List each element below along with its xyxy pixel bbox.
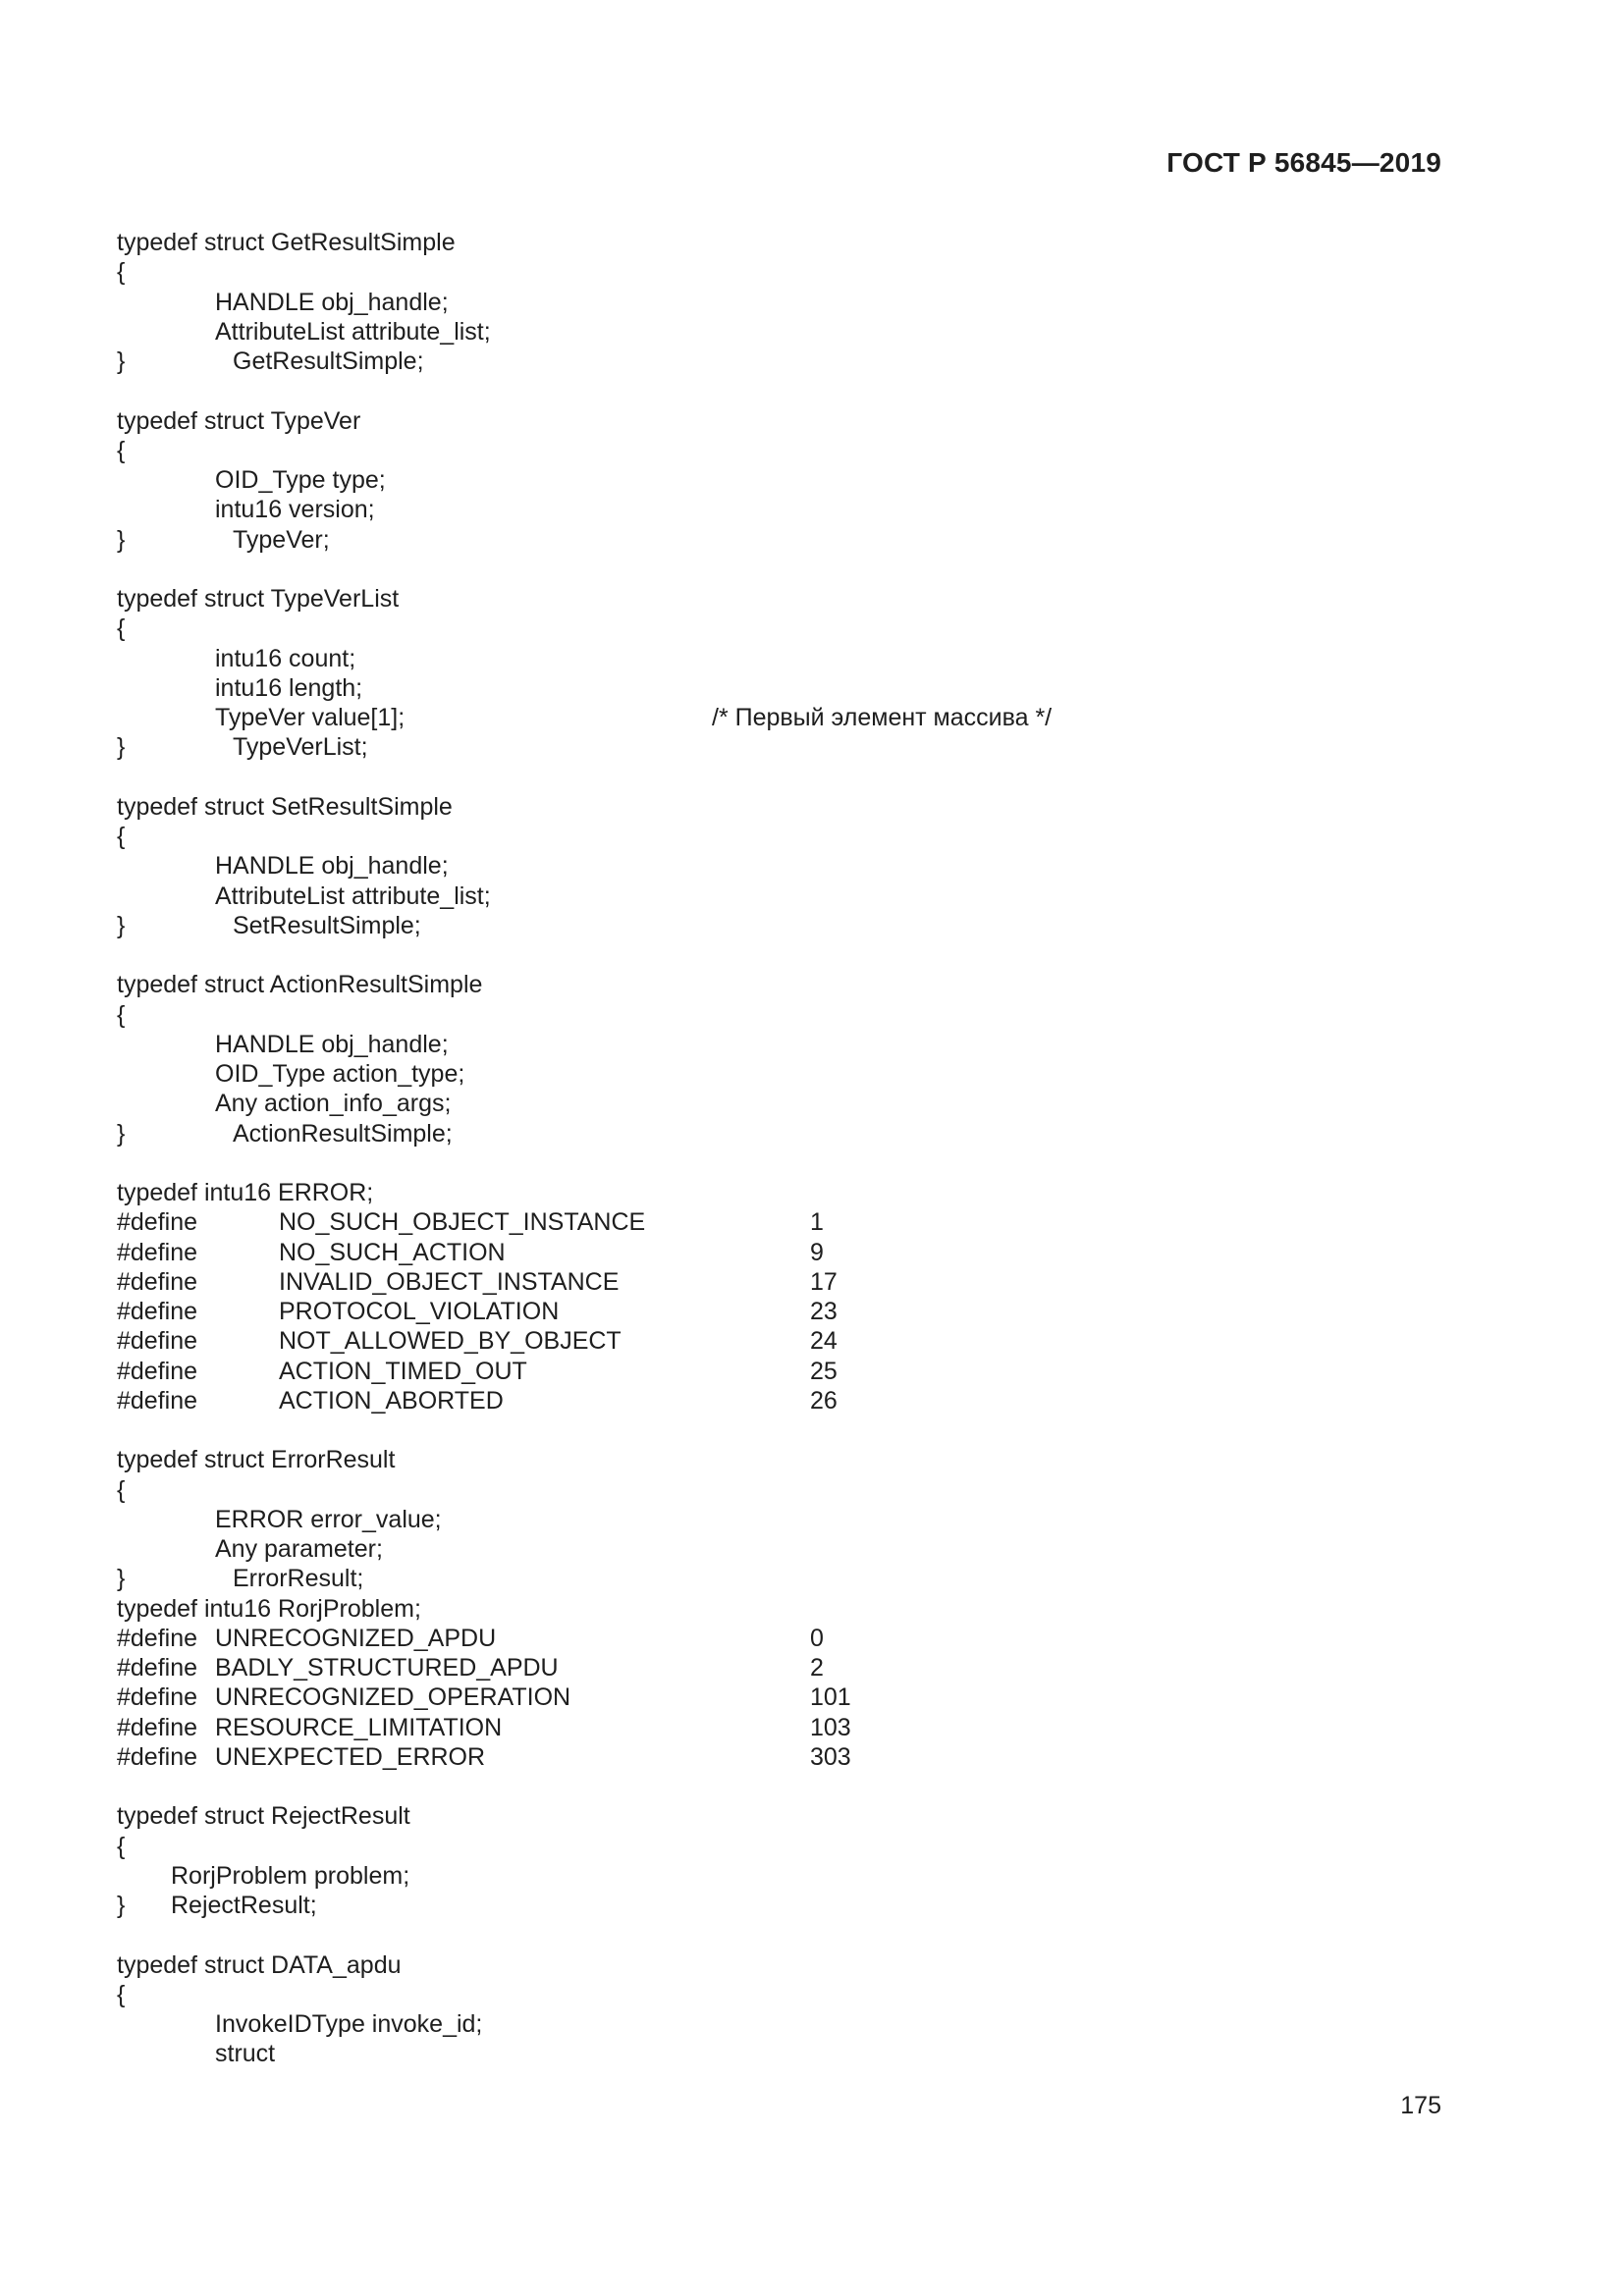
code-line [117, 584, 1393, 614]
blank-line [117, 1920, 1393, 1949]
code-line [117, 317, 1393, 347]
define-row [117, 1713, 1393, 1742]
define-value: 103 [810, 1713, 851, 1741]
struct-name: ErrorResult; [233, 1565, 364, 1593]
code-line [117, 2039, 1393, 2068]
code-line [117, 1030, 1393, 1059]
define-row [117, 1207, 1393, 1237]
define-row [117, 1326, 1393, 1356]
close-brace: } [117, 525, 126, 554]
code-line [117, 911, 1393, 940]
code-line [117, 1980, 1393, 2009]
define-value: 303 [810, 1742, 851, 1771]
define-name: INVALID_OBJECT_INSTANCE [279, 1267, 620, 1296]
code-line [117, 525, 1393, 555]
code-line [117, 1564, 1393, 1593]
typedef-line: typedef struct DATA_apdu [117, 1950, 402, 1979]
struct-field: HANDLE obj_handle; [215, 852, 449, 881]
define-keyword: #define [117, 1683, 198, 1712]
code-line [117, 436, 1393, 465]
define-value: 24 [810, 1327, 838, 1356]
define-keyword: #define [117, 1298, 198, 1325]
code-line [117, 1891, 1393, 1920]
struct-field: OID_Type type; [215, 466, 386, 494]
define-value: 9 [810, 1238, 824, 1266]
blank-line [117, 376, 1393, 405]
define-value: 1 [810, 1208, 824, 1237]
code-line [117, 614, 1393, 643]
struct-field: RorjProblem problem; [171, 1861, 410, 1890]
blank-line [117, 940, 1393, 970]
define-name: PROTOCOL_VIOLATION [279, 1298, 560, 1325]
define-name: NOT_ALLOWED_BY_OBJECT [279, 1327, 622, 1356]
code-line [117, 1119, 1393, 1148]
code-line [117, 495, 1393, 524]
open-brace: { [117, 258, 126, 287]
code-line [117, 228, 1393, 257]
define-keyword: #define [117, 1654, 198, 1682]
define-name: UNRECOGNIZED_APDU [215, 1624, 497, 1652]
blank-line [117, 555, 1393, 584]
code-line [117, 703, 1393, 732]
typedef-line: typedef struct TypeVer [117, 406, 361, 435]
define-row [117, 1653, 1393, 1682]
typedef-line: typedef struct ActionResultSimple [117, 971, 483, 999]
struct-field: AttributeList attribute_list; [215, 317, 491, 346]
define-keyword: #define [117, 1238, 198, 1266]
close-brace: } [117, 1892, 126, 1919]
define-row [117, 1267, 1393, 1297]
typedef-line: typedef struct TypeVerList [117, 585, 400, 613]
code-line [117, 257, 1393, 287]
code-line [117, 406, 1393, 436]
define-name: RESOURCE_LIMITATION [215, 1713, 503, 1741]
struct-field: Any parameter; [215, 1535, 383, 1563]
typedef-line: typedef intu16 ERROR; [117, 1179, 374, 1206]
code-line [117, 1594, 1393, 1624]
code-line [117, 288, 1393, 317]
struct-name: RejectResult; [171, 1892, 317, 1919]
code-line [117, 1059, 1393, 1089]
code-line [117, 851, 1393, 881]
define-row [117, 1682, 1393, 1712]
define-name: ACTION_TIMED_OUT [279, 1357, 527, 1385]
struct-field: Any action_info_args; [215, 1090, 452, 1118]
close-brace: } [117, 911, 126, 939]
struct-field: ERROR error_value; [215, 1505, 442, 1533]
code-line [117, 792, 1393, 822]
open-brace: { [117, 1980, 126, 2008]
struct-field: HANDLE obj_handle; [215, 288, 449, 316]
close-brace: } [117, 733, 126, 762]
define-value: 23 [810, 1298, 838, 1325]
typedef-line: typedef intu16 RorjProblem; [117, 1594, 421, 1623]
standard-header: ГОСТ Р 56845—2019 [1166, 147, 1441, 178]
open-brace: { [117, 1832, 126, 1860]
code-line [117, 465, 1393, 495]
typedef-line: typedef struct SetResultSimple [117, 792, 453, 821]
define-keyword: #define [117, 1208, 198, 1237]
typedef-line: typedef struct RejectResult [117, 1802, 410, 1831]
open-brace: { [117, 1000, 126, 1029]
code-line [117, 673, 1393, 703]
close-brace: } [117, 347, 126, 375]
define-row [117, 1742, 1393, 1772]
define-row [117, 1624, 1393, 1653]
define-keyword: #define [117, 1267, 198, 1296]
code-line [117, 1534, 1393, 1564]
struct-field: AttributeList attribute_list; [215, 881, 491, 910]
define-keyword: #define [117, 1742, 198, 1771]
blank-line [117, 763, 1393, 792]
open-brace: { [117, 614, 126, 643]
struct-field: intu16 length; [215, 673, 363, 702]
define-row [117, 1238, 1393, 1267]
define-value: 101 [810, 1683, 851, 1712]
code-line [117, 644, 1393, 673]
code-line [117, 1089, 1393, 1118]
struct-field: OID_Type action_type; [215, 1060, 465, 1088]
code-line [117, 1832, 1393, 1861]
struct-name: TypeVerList; [233, 733, 368, 762]
define-name: UNRECOGNIZED_OPERATION [215, 1683, 571, 1712]
code-line [117, 822, 1393, 851]
code-listing [117, 228, 1393, 2069]
define-value: 17 [810, 1267, 838, 1296]
typedef-line: typedef struct ErrorResult [117, 1446, 396, 1474]
define-value: 0 [810, 1624, 824, 1652]
code-line [117, 732, 1393, 762]
define-name: NO_SUCH_OBJECT_INSTANCE [279, 1208, 646, 1237]
struct-name: TypeVer; [233, 525, 330, 554]
code-line [117, 1475, 1393, 1505]
page-number: 175 [1400, 2092, 1441, 2119]
blank-line [117, 1415, 1393, 1445]
define-name: NO_SUCH_ACTION [279, 1238, 506, 1266]
struct-field: HANDLE obj_handle; [215, 1030, 449, 1058]
open-brace: { [117, 823, 126, 850]
open-brace: { [117, 1475, 126, 1504]
code-line [117, 1950, 1393, 1980]
define-keyword: #define [117, 1713, 198, 1741]
struct-field: InvokeIDType invoke_id; [215, 2010, 483, 2038]
struct-field: intu16 version; [215, 496, 375, 524]
struct-name: ActionResultSimple; [233, 1119, 453, 1148]
define-keyword: #define [117, 1327, 198, 1356]
blank-line [117, 1148, 1393, 1178]
code-line [117, 1445, 1393, 1474]
code-line [117, 1801, 1393, 1831]
struct-field: TypeVer value[1]; [215, 704, 406, 731]
struct-name: SetResultSimple; [233, 911, 421, 939]
struct-field: intu16 count; [215, 644, 356, 672]
define-keyword: #define [117, 1386, 198, 1415]
code-line [117, 1505, 1393, 1534]
define-value: 26 [810, 1386, 838, 1415]
define-value: 2 [810, 1654, 824, 1682]
struct-field: struct [215, 2040, 276, 2068]
define-name: BADLY_STRUCTURED_APDU [215, 1654, 559, 1682]
open-brace: { [117, 436, 126, 464]
code-line [117, 347, 1393, 376]
close-brace: } [117, 1119, 126, 1148]
define-row [117, 1357, 1393, 1386]
typedef-line: typedef struct GetResultSimple [117, 229, 456, 256]
blank-line [117, 1772, 1393, 1801]
define-row [117, 1386, 1393, 1415]
code-line [117, 970, 1393, 999]
define-name: UNEXPECTED_ERROR [215, 1742, 486, 1771]
struct-name: GetResultSimple; [233, 347, 424, 375]
code-line [117, 1000, 1393, 1030]
code-line [117, 2009, 1393, 2039]
define-name: ACTION_ABORTED [279, 1386, 504, 1415]
code-line [117, 1861, 1393, 1891]
close-brace: } [117, 1565, 126, 1593]
define-row [117, 1297, 1393, 1326]
code-line [117, 881, 1393, 911]
code-comment: /* Первый элемент массива */ [712, 704, 1053, 731]
code-line [117, 1178, 1393, 1207]
define-value: 25 [810, 1357, 838, 1385]
define-keyword: #define [117, 1357, 198, 1385]
define-keyword: #define [117, 1624, 198, 1652]
